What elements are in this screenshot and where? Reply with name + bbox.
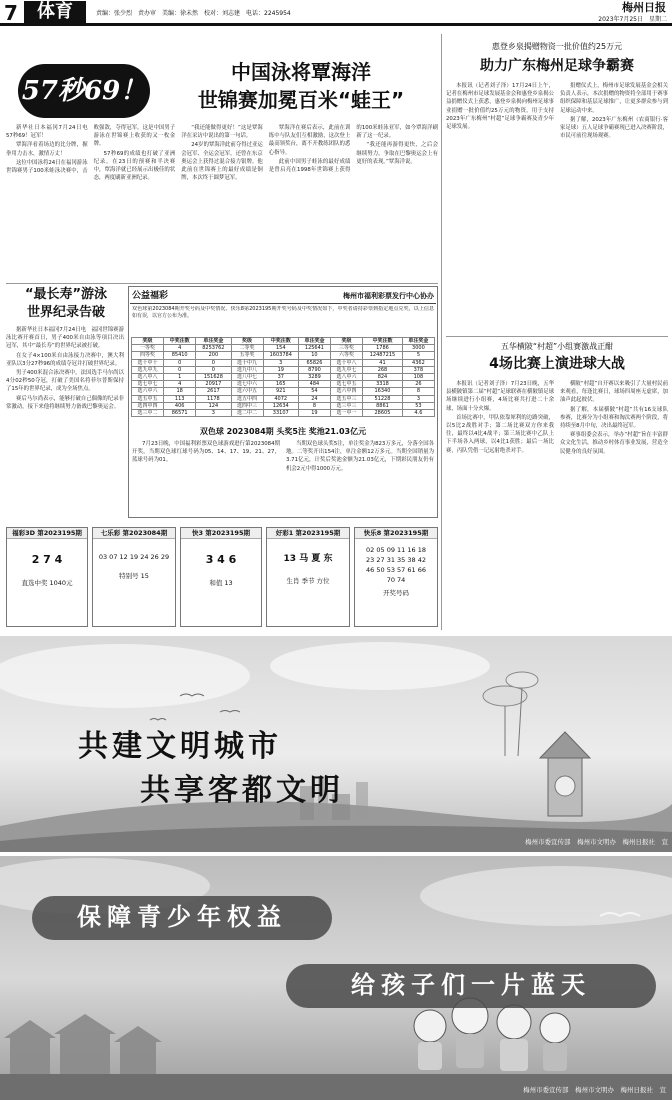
right-mid-paragraph: 首场比赛中，甲队依靠犀利的边路突破，以5比2战胜对手；第二场比赛双方你来我往，最终以4比4战平；第三场比赛中乙队上下半场各入两球，以4比1获胜；最后一场比赛，丙队凭借一记远射绝杀对手。 <box>446 414 554 454</box>
lottery-paragraph: 7月23日晚，中国福利彩票双色球游戏进行第2023084期开奖，当期双色球红球号码为05、14、17、19、21、27，蓝球号码为01。 <box>132 441 280 464</box>
lottery-summary: 双色球 2023084期 头奖5注 奖池21.03亿元 <box>199 427 367 436</box>
lottery-table-cell: 选六中四 <box>331 388 363 395</box>
lottery-table-cell: 406 <box>164 402 196 409</box>
lottery-article <box>132 440 434 514</box>
lottery-header-title: 公益福彩 <box>132 291 169 301</box>
lottery-table-row <box>132 409 435 416</box>
lottery-table-cell: 37 <box>263 373 298 380</box>
lottery-table-cell: 选九中九 <box>132 366 164 373</box>
lottery-table-cell: 165 <box>263 381 298 388</box>
lottery-table-cell: 0 <box>164 366 196 373</box>
right-top-body <box>446 82 668 332</box>
lottery-table-cell: 选五中三 <box>331 395 363 402</box>
lottery-table-cell: 378 <box>402 366 434 373</box>
swim-record-title-line1: “最长寿”游泳 <box>24 287 108 302</box>
lottery-table-cell: 33107 <box>263 409 298 416</box>
lottery-table-cell: 4362 <box>402 359 434 366</box>
lottery-table-cell: 8253762 <box>196 345 231 352</box>
swim-record-title-line2: 世界纪录告破 <box>26 305 105 320</box>
lottery-table-cell: 奖级 <box>231 338 263 345</box>
lottery-box-extra: 开奖号码 <box>383 589 409 597</box>
editor-credits: 责编：张少烈 责办审 美编：徐未然 校对：刘志建 电话：2245954 <box>96 10 291 17</box>
lottery-table-cell: 124 <box>196 402 231 409</box>
lottery-table-cell: 中奖注数 <box>164 338 196 345</box>
lottery-table-cell: 86571 <box>164 409 196 416</box>
lottery-table-cell: 选二中二 <box>231 409 263 416</box>
lottery-table-cell: 选八中七 <box>231 373 263 380</box>
lottery-table-row <box>132 345 435 352</box>
lottery-box-numbers: 02 05 09 11 16 18 23 27 31 35 38 42 46 50 53 57 61 66 70 74 <box>366 546 426 584</box>
lottery-box-numbers: 3 4 6 <box>205 553 237 566</box>
lottery-table-cell: 16340 <box>363 388 403 395</box>
lottery-table-cell: 2617 <box>196 388 231 395</box>
lottery-table-cell: 113 <box>164 395 196 402</box>
lottery-intro: 双色球第2023084期开奖号码及中奖情况、快乐8第2023195期开奖号码及中奖情况如下，中奖者请持彩票到指定地点兑奖，以上信息如有误，以官方公布为准。 <box>132 306 434 319</box>
lottery-table-cell: 选七中六 <box>231 381 263 388</box>
lottery-table-cell: 选九中七 <box>331 366 363 373</box>
lottery-table-cell: 1603784 <box>263 352 298 359</box>
lottery-box-qlc <box>92 527 176 627</box>
lottery-table-cell: 154 <box>263 345 298 352</box>
lottery-table-cell: 824 <box>363 373 403 380</box>
lottery-box-extra: 和值 13 <box>209 579 233 587</box>
lottery-box-kl8 <box>354 527 438 627</box>
lead-paragraph: 这位中国泳将24日在福冈游泳世锦赛男子100米蛙泳决赛中，击败强敌，夺得冠军。这是中国男子游泳在世锦赛上收获的又一枚金牌。 <box>6 125 176 175</box>
lottery-box-title: 七乐彩 第2023084期 <box>93 528 175 539</box>
lottery-paragraph: 当期双色球头奖5注，单注奖金为823万多元，分落全国各地。二等奖开出154注，单注金额12万多元。当期全国销量为3.71亿元，计奖后奖池金额为21.03亿元，下期彩民朋友仍有机会2元中得1000万元。 <box>286 441 434 472</box>
lottery-table-cell: 3289 <box>298 373 330 380</box>
lottery-table-cell: 选十中十 <box>132 359 164 366</box>
lottery-table-cell: 三等奖 <box>331 345 363 352</box>
lottery-box-numbers: 13 马 夏 东 <box>283 554 333 564</box>
right-top-paragraph: 据了解，2023年广东梅州（农商银行·客家足球）五人足球争霸赛现已进入决赛阶段，市民可前往现场观赛。 <box>560 116 668 140</box>
lottery-table-cell: 选六中五 <box>231 388 263 395</box>
swim-paragraph: 赛后马尔尚表示，能够打破自己偶像的纪录非常激动，接下来他将继续努力备战巴黎奥运会。 <box>6 395 124 410</box>
lottery-table-cell: 选七中七 <box>132 381 164 388</box>
lottery-box-extra: 特别号 15 <box>119 572 149 580</box>
lottery-table-cell: 0 <box>196 359 231 366</box>
lottery-table-row <box>132 373 435 380</box>
lottery-table-cell: 19 <box>263 366 298 373</box>
lottery-box-hc1 <box>266 527 350 627</box>
lottery-table-cell: 选九中八 <box>231 366 263 373</box>
lead-paragraph: 此前中国男子蛙泳的最好成绩是曾启亮在1998年世锦赛上获得的100米蛙泳亚军，如今覃海洋刷新了这一纪录。 <box>268 125 438 174</box>
lead-paragraph: 24岁的覃海洋此前夺得过亚运会冠军、全运会冠军，还曾在东京奥运会上获得过混合接力银牌。他此前在世锦赛上的最好成绩是铜牌，本次终于圆梦冠军。 <box>181 142 263 182</box>
lottery-table-cell: 8861 <box>363 402 403 409</box>
lottery-table-cell: 单注奖金 <box>298 338 330 345</box>
lottery-box-title: 福彩3D 第2023195期 <box>7 528 87 539</box>
lottery-table-row <box>132 388 435 395</box>
lottery-table-cell: 单注奖金 <box>402 338 434 345</box>
lottery-table-cell: 选六中六 <box>132 388 164 395</box>
lottery-table-cell: 41 <box>363 359 403 366</box>
lottery-table-cell: 选八中六 <box>331 373 363 380</box>
lottery-table-cell: 18 <box>164 388 196 395</box>
youth-rights-banner <box>0 856 672 1100</box>
banner1-credit: 梅州市委宣传部 梅州市文明办 梅州日报社 宣 <box>525 838 668 846</box>
right-top-paragraph: 本报讯（记者刘子泽）17月24日上午，记者在梅州市足球发展基金会和惠登乡泉揭公益捐赠仪式上获悉，惠登乡泉揭向梅州足球事业捐赠一批价值约25万元的物资，用于支持2023年广东梅州“村超”足球争霸赛及青少年足球发展。 <box>446 83 554 131</box>
lottery-table-row <box>132 381 435 388</box>
lottery-table-cell: 0 <box>196 366 231 373</box>
lottery-table-cell: 六等奖 <box>331 352 363 359</box>
lottery-table-cell: 五等奖 <box>231 352 263 359</box>
right-mid-body <box>446 380 668 628</box>
lottery-table-cell: 3000 <box>402 345 434 352</box>
lottery-table-cell: 一等奖 <box>132 345 164 352</box>
lottery-table-cell: 26 <box>402 381 434 388</box>
lottery-table-cell: 5 <box>402 352 434 359</box>
masthead-logo: 梅州日报 <box>622 1 666 14</box>
lottery-table-cell: 20917 <box>196 381 231 388</box>
lottery-table-cell: 24 <box>298 395 330 402</box>
lottery-table-cell: 200 <box>196 352 231 359</box>
lottery-table-cell: 4.6 <box>402 409 434 416</box>
lottery-table-cell: 4 <box>164 381 196 388</box>
banner2-line2: 给孩子们一片蓝天 <box>351 971 591 999</box>
right-top-title: 助力广东梅州足球争霸赛 <box>480 58 634 74</box>
lead-headline-line2: 世锦赛加冕百米“蛙王” <box>197 88 405 112</box>
issue-date: 2023年7月25日 星期二 <box>598 16 667 23</box>
lottery-table-cell: 3318 <box>363 381 403 388</box>
lottery-table-cell: 125641 <box>298 345 330 352</box>
lead-paragraph: 覃海洋在赛后表示，此前在训练中与队友们互相激励，这次登上最高领奖台，离不开教练团队的悉心指导。 <box>268 125 351 156</box>
lottery-table-row <box>132 395 435 402</box>
lottery-table-cell: 12634 <box>263 402 298 409</box>
lottery-table-cell: 8790 <box>298 366 330 373</box>
lottery-box-numbers: 03 07 12 19 24 26 29 <box>98 553 170 561</box>
lottery-table-cell: 选十中八 <box>331 359 363 366</box>
section-title: 体育 <box>24 1 86 23</box>
lottery-table-row <box>132 352 435 359</box>
lottery-table-cell: 54 <box>298 388 330 395</box>
lottery-table-cell: 选三中二 <box>132 409 164 416</box>
lottery-box-numbers: 2 7 4 <box>31 553 63 566</box>
lottery-table-cell: 4 <box>164 345 196 352</box>
lottery-table-cell: 12487215 <box>363 352 403 359</box>
lead-paragraph: 新华社日本福冈7月24日电 57秒69！冠军！ <box>6 125 93 140</box>
lead-paragraph: “我还能做得更好！”这是覃海洋在采访中说出的第一句话。 <box>181 125 263 140</box>
lottery-table-cell: 选四中三 <box>231 402 263 409</box>
lottery-prize-table <box>131 337 435 417</box>
lead-headline-line1: 中国泳将覃海洋 <box>231 60 371 84</box>
right-top-subtitle: 惠登乡泉揭赠物资一批价值约25万元 <box>491 42 623 51</box>
swim-record-body <box>6 326 124 520</box>
page-number: 7 <box>4 1 18 25</box>
lottery-header-sponsor: 梅州市福利彩票发行中心协办 <box>343 292 434 300</box>
lottery-table-cell: 选八中八 <box>132 373 164 380</box>
lottery-table-cell: 单注奖金 <box>196 338 231 345</box>
right-top-paragraph: 捐赠仪式上，梅州市足球发展基金会相关负责人表示，本次捐赠的物资将全部用于赛事组织保障和基层足球推广，让更多群众参与到足球运动中来。 <box>560 83 668 114</box>
lottery-table-cell: 3 <box>196 409 231 416</box>
lottery-table-cell: 0 <box>164 359 196 366</box>
right-mid-paragraph: 赛事组委会表示，举办“村超”旨在丰富群众文化生活，推动乡村体育事业发展，营造全民健身的良好氛围。 <box>560 432 668 455</box>
lottery-table-cell: 选一中一 <box>331 409 363 416</box>
section-divider <box>6 283 438 284</box>
lead-paragraph: 57秒69的成绩也打破了亚洲纪录。在23日的预赛和半决赛中，覃海洋就已经展示出极佳的状态，两度刷新亚洲纪录。 <box>93 150 176 182</box>
swim-paragraph: 男子400米混合泳决赛中，法国选手马尔尚以4分02秒50夺冠，打破了美国名将菲尔普斯保持了15年的世界纪录，成为全场焦点。 <box>6 370 124 393</box>
lead-badge: 57秒69！ <box>18 64 150 118</box>
lottery-table-header-row <box>132 338 435 345</box>
lottery-table-cell: 53 <box>402 402 434 409</box>
lottery-table-cell: 选四中四 <box>132 402 164 409</box>
right-mid-subtitle: 五华横陂“村超”小组赛激战正酣 <box>500 342 614 351</box>
lottery-table-cell: 51228 <box>363 395 403 402</box>
lottery-table-cell: 8 <box>298 402 330 409</box>
lottery-table-cell: 921 <box>263 388 298 395</box>
banner1-line2: 共享客都文明 <box>140 773 344 808</box>
lottery-table-cell: 四等奖 <box>132 352 164 359</box>
lottery-table-cell: 65826 <box>298 359 330 366</box>
lottery-table-cell: 151628 <box>196 373 231 380</box>
lottery-table-cell: 3 <box>263 359 298 366</box>
lottery-table-cell: 1 <box>164 373 196 380</box>
lottery-table-cell: 中奖注数 <box>263 338 298 345</box>
lottery-table-cell: 108 <box>402 373 434 380</box>
lottery-table-cell: 268 <box>363 366 403 373</box>
swim-paragraph: 据新华社日本福冈7月24日电 福冈世锦赛游泳比赛开赛首日，男子400米自由泳等项目决出冠军，其中“最长寿”的世界纪录被打破。 <box>6 327 124 350</box>
lottery-table-cell: 1178 <box>196 395 231 402</box>
lottery-table-cell: 8 <box>402 388 434 395</box>
banner2-credit: 梅州市委宣传部 梅州市文明办 梅州日报社 宣 <box>523 1086 666 1094</box>
lead-article-body <box>6 124 438 282</box>
lead-paragraph: “我还能再游得更快，之后会继续努力，争取在巴黎奥运会上有更好的表现。”覃海洋说。 <box>356 142 438 165</box>
lottery-table-row <box>132 366 435 373</box>
banner1-line1: 共建文明城市 <box>78 729 282 764</box>
lottery-table-cell: 85410 <box>164 352 196 359</box>
civilized-city-banner <box>0 636 672 852</box>
column-divider <box>441 34 442 630</box>
lottery-table-cell: 1786 <box>363 345 403 352</box>
lead-paragraph: 覃海洋看着场边的比分牌，握拳用力击水，激情万丈！ <box>6 142 88 157</box>
lottery-table-cell: 28605 <box>363 409 403 416</box>
lottery-table-cell: 19 <box>298 409 330 416</box>
right-mid-paragraph: 据了解，本届横陂“村超”共有16支球队参赛，比赛分为小组赛和淘汰赛两个阶段，将持续至8月中旬，决出最终冠军。 <box>560 406 668 430</box>
lottery-table-cell: 中奖注数 <box>363 338 403 345</box>
lottery-header-rule <box>130 303 436 304</box>
swim-paragraph: 在女子4×100米自由泳接力决赛中，澳大利亚队以3分27秒96的成绩夺冠并打破世界纪录。 <box>6 352 124 367</box>
lottery-table-cell: 选十中九 <box>231 359 263 366</box>
lottery-table-cell: 二等奖 <box>231 345 263 352</box>
lottery-table-cell: 选五中五 <box>132 395 164 402</box>
lottery-table-cell: 10 <box>298 352 330 359</box>
lottery-table-cell: 484 <box>298 381 330 388</box>
section-divider <box>446 336 668 337</box>
lottery-box-3d <box>6 527 88 627</box>
lottery-table-cell: 奖级 <box>132 338 164 345</box>
right-mid-paragraph: 本报讯（记者刘子泽）7月23日晚，五华县横陂镇第二届“村超”足球联赛在横陂镇足球场继续进行小组赛，4场比赛共打进二十余球，场面十分火爆。 <box>446 381 555 412</box>
banner2-line1: 保障青少年权益 <box>77 903 287 931</box>
lottery-table-cell: 奖级 <box>331 338 363 345</box>
lottery-table-cell: 选三中三 <box>331 402 363 409</box>
right-mid-paragraph: 横陂“村超”自开赛以来吸引了大量村民前来观看，每逢比赛日，球场四周座无虚席，加油声此起彼伏。 <box>560 381 668 404</box>
lottery-table-cell: 选七中五 <box>331 381 363 388</box>
lottery-box-k3 <box>180 527 262 627</box>
lottery-box-title: 快乐8 第2023195期 <box>355 528 437 539</box>
lottery-box-title: 好彩1 第2023195期 <box>267 528 349 539</box>
lottery-box-title: 快3 第2023195期 <box>181 528 261 539</box>
lottery-box-extra: 生肖 季节 方位 <box>286 577 330 585</box>
right-mid-title: 4场比赛上演进球大战 <box>489 356 625 372</box>
lottery-table-cell: 3 <box>402 395 434 402</box>
lottery-table-row <box>132 402 435 409</box>
lottery-table-cell: 选五中四 <box>231 395 263 402</box>
lottery-table-cell: 4072 <box>263 395 298 402</box>
lottery-table-row <box>132 359 435 366</box>
lottery-box-extra: 直选中奖 1040元 <box>21 579 73 587</box>
